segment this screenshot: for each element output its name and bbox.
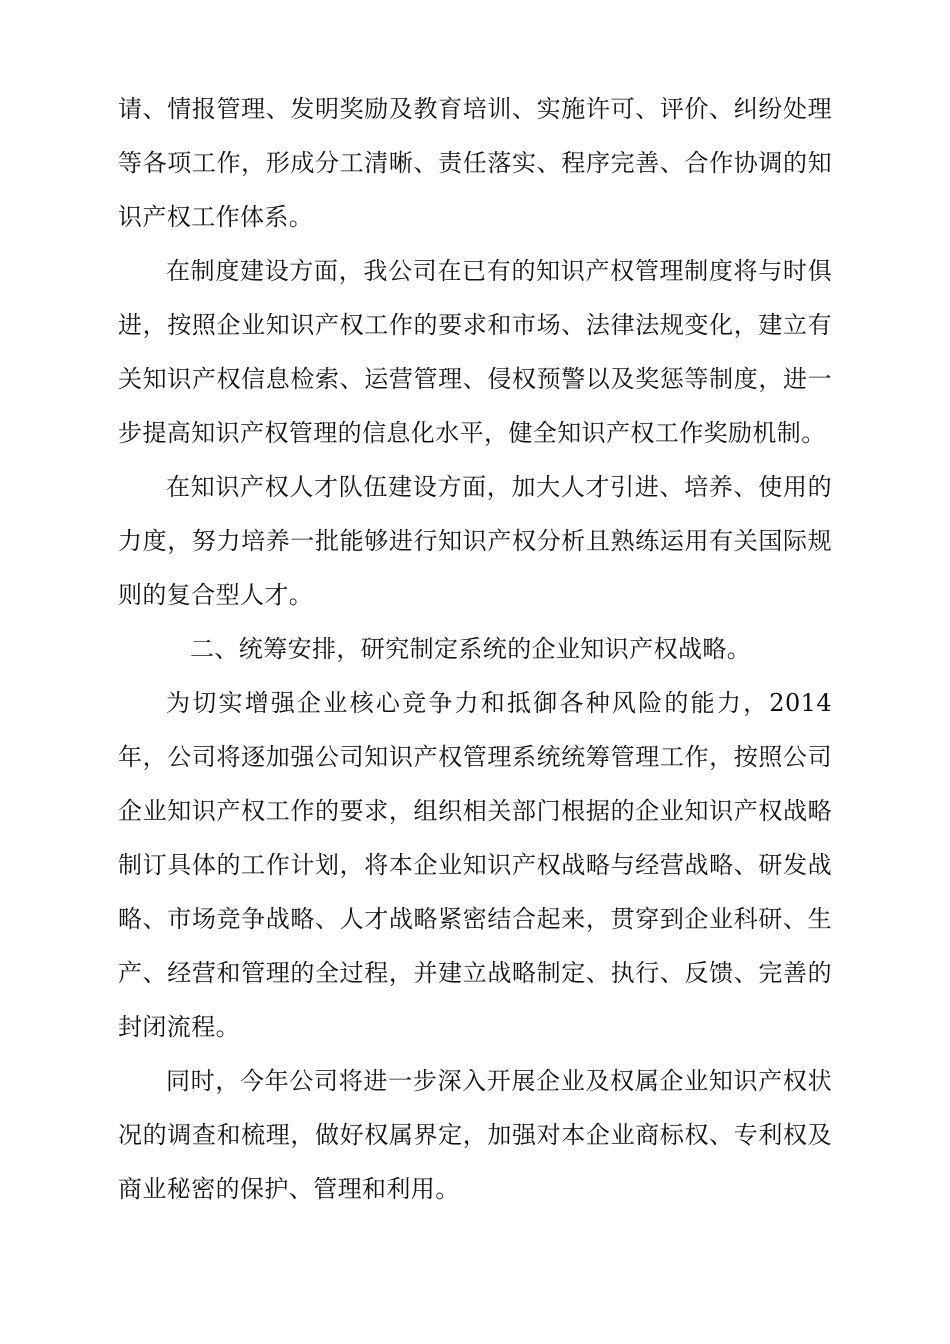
paragraph-continuation: 请、情报管理、发明奖励及教育培训、实施许可、评价、纠纷处理等各项工作，形成分工清晰、责任落实、程序完善、合作协调的知识产权工作体系。 <box>118 95 832 231</box>
paragraph-talent-team: 在知识产权人才队伍建设方面，加大人才引进、培养、使用的力度，努力培养一批能够进行知识产权分析且熟练运用有关国际规则的复合型人才。 <box>118 473 832 609</box>
paragraph-survey: 同时，今年公司将进一步深入开展企业及权属企业知识产权状况的调查和梳理，做好权属界定，加强对本企业商标权、专利权及商业秘密的保护、管理和利用。 <box>118 1067 832 1203</box>
section-heading: 二、统筹安排，研究制定系统的企业知识产权战略。 <box>190 635 752 663</box>
paragraph-strategy: 为切实增强企业核心竞争力和抵御各种风险的能力，2014年，公司将逐加强公司知识产权管理系统统筹管理工作，按照公司企业知识产权工作的要求，组织相关部门根据的企业知识产权战略制订具体的工作计划，将本企业知识产权战略与经营战略、研发战略、市场竞争战略、人才战略紧密结合起来，贯穿到企业科研、生产、经营和管理的全过程，并建立战略制定、执行、反馈、完善的封闭流程。 <box>118 689 832 1041</box>
document-body <box>118 82 832 1216</box>
paragraph-system-building: 在制度建设方面，我公司在已有的知识产权管理制度将与时俱进，按照企业知识产权工作的要求和市场、法律法规变化，建立有关知识产权信息检索、运营管理、侵权预警以及奖惩等制度，进一步提高知识产权管理的信息化水平，健全知识产权工作奖励机制。 <box>118 257 832 447</box>
